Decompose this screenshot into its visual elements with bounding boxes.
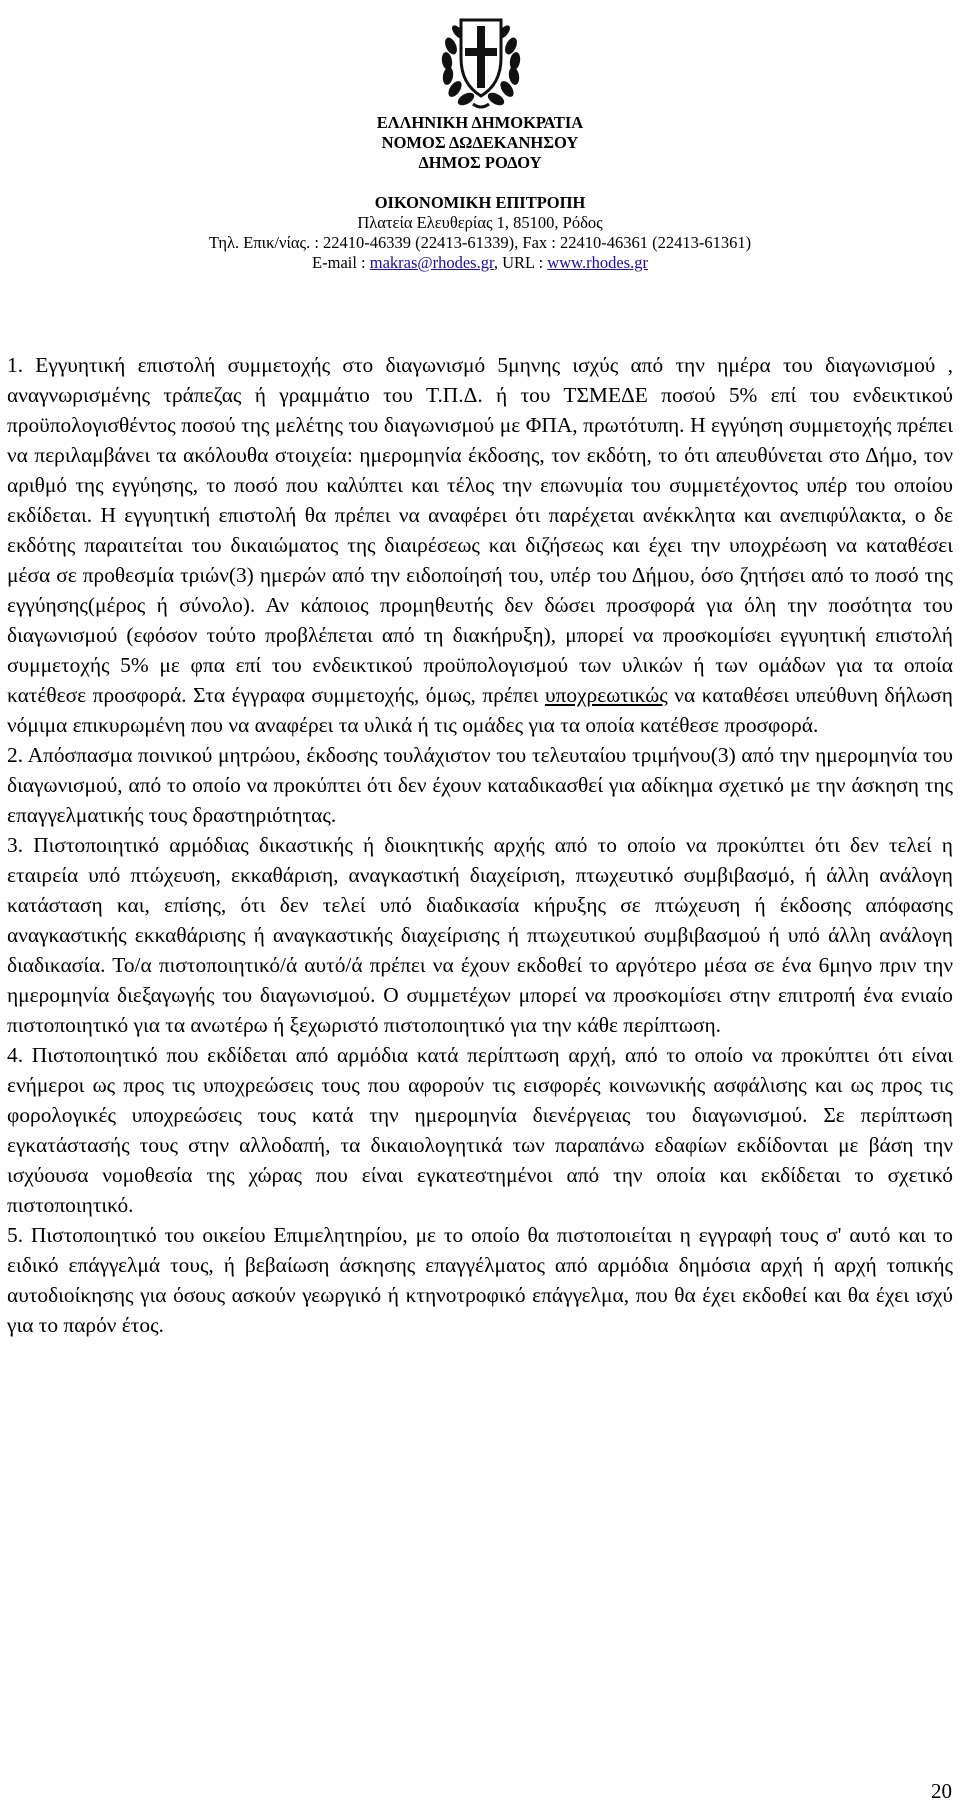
- page-number: 20: [931, 1779, 952, 1803]
- header-committee: ΟΙΚΟΝΟΜΙΚΗ ΕΠΙΤΡΟΠΗ: [374, 193, 586, 212]
- paragraph-1: [7, 350, 953, 740]
- header-country: ΕΛΛΗΝΙΚΗ ΔΗΜΟΚΡΑΤΙΑ: [376, 113, 584, 132]
- email-label: E-mail :: [312, 253, 370, 272]
- header-prefecture: ΝΟΜΟΣ ΔΩΔΕΚΑΝΗΣΟΥ: [381, 133, 579, 152]
- paragraph-4: 4. Πιστοποιητικό που εκδίδεται από αρμόδια κατά περίπτωση αρχή, από το οποίο να προκύπτει ότι είναι ενήμεροι ως προς τις υποχρεώσεις τους που αφορούν τις εισφορές κοινωνικής ασφάλισης και ως προς τις φορολογικές υποχρεώσεις τους κατά την ημερομηνία διενέργειας του διαγωνισμού. Σε περίπτωση εγκατάστασής τους στην αλλοδαπή, τα δικαιολογητικά των παραπάνω εδαφίων εκδίδονται με βάση την ισχύουσα νομοθεσία της χώρας που είναι εγκατεστημένοι από την οποία και εκδίδεται το σχετικό πιστοποιητικό.: [7, 1043, 953, 1217]
- header-phones: Τηλ. Επικ/νίας. : 22410-46339 (22413-61339), Fax : 22410-46361 (22413-61361): [208, 233, 752, 252]
- paragraph-2: 2. Απόσπασμα ποινικού μητρώου, έκδοσης τουλάχιστον του τελευταίου τριμήνου(3) από την ημερομηνία του διαγωνισμού, από το οποίο να προκύπτει ότι δεν έχουν καταδικασθεί για αδίκημα σχετικό με την άσκηση της επαγγελματικής τους δραστηριότητας.: [7, 743, 953, 827]
- document-body: [7, 350, 953, 1340]
- paragraph-1-text-a: 1. Εγγυητική επιστολή συμμετοχής στο διαγωνισμό 5μηνης ισχύς από την ημέρα του διαγωνισμού , αναγνωρισμένης τράπεζας ή γραμμάτιο του Τ.Π.Δ. ή του ΤΣΜΕΔΕ ποσού 5% επί του ενδεικτικού προϋπολογισθέντος ποσού της μελέτης του διαγωνισμού με ΦΠΑ, πρωτότυπη. Η εγγύηση συμμετοχής πρέπει να περιλαμβάνει τα ακόλουθα στοιχεία: ημερομηνία έκδοσης, τον εκδότη, το ότι απευθύνεται στο Δήμο, τον αριθμό της εγγύησης, το ποσό που καλύπτει και τέλος την επωνυμία του συμμετέχοντος υπέρ του οποίου εκδίδεται. Η εγγυητική επιστολή θα πρέπει να αναφέρει ότι παρέχεται ανέκκλητα και ανεπιφύλακτα, ο δε εκδότης παραιτείται του δικαιώματος της διαιρέσεως και διζήσεως και έχει την υποχρέωση να καταθέσει μέσα σε προθεσμία τριών(3) ημερών από την ειδοποίησή του, υπέρ του Δήμου, όσο ζητήσει από το ποσό της εγγύησης(μέρος ή σύνολο). Αν κάποιος προμηθευτής δεν δώσει προσφορά για όλη την ποσότητα του διαγωνισμού (εφόσον τούτο προβλέπεται από τη διακήρυξη), μπορεί να προσκομίσει εγγυητική επιστολή συμμετοχής 5% με φπα επί του ενδεικτικού προϋπολογισμού των υλικών ή των ομάδων για τα οποία κατέθεσε προσφορά. Στα έγγραφα συμμετοχής, όμως, πρέπει: [7, 353, 953, 707]
- paragraph-1-text-b: να καταθέσει υπεύθυνη δήλωση νόμιμα επικυρωμένη που να αναφέρει τα υλικά ή τις ομάδες για τα οποία κατέθεσε προσφορά.: [7, 683, 953, 737]
- url-link[interactable]: www.rhodes.gr: [547, 253, 648, 272]
- paragraph-3: 3. Πιστοποιητικό αρμόδιας δικαστικής ή διοικητικής αρχής από το οποίο να προκύπτει ότι δεν τελεί η εταιρεία υπό πτώχευση, εκκαθάριση, αναγκαστική διαχείριση, πτωχευτικό συμβιβασμό, ή άλλη ανάλογη κατάσταση και, επίσης, ότι δεν τελεί υπό διαδικασία κήρυξης σε πτώχευση ή έκδοσης απόφασης αναγκαστικής εκκαθάρισης ή αναγκαστικής διαχείρισης ή πτωχευτικού συμβιβασμού ή υπό άλλη ανάλογη διαδικασία. Το/α πιστοποιητικό/ά αυτό/ά πρέπει να έχουν εκδοθεί το αργότερο μέσα σε ένα 6μηνο πριν την ημερομηνία διεξαγωγής του διαγωνισμού. Ο συμμετέχων μπορεί να προσκομίσει στην επιτροπή ένα ενιαίο πιστοποιητικό για τα ανωτέρω ή ξεχωριστό πιστοποιητικό για την κάθε περίπτωση.: [7, 833, 953, 1037]
- email-link[interactable]: makras@rhodes.gr: [369, 253, 494, 272]
- greek-state-emblem-icon: [433, 6, 529, 112]
- header-municipality: ΔΗΜΟΣ ΡΟΔΟΥ: [418, 153, 542, 172]
- header-address: Πλατεία Ελευθερίας 1, 85100, Ρόδος: [357, 213, 603, 232]
- paragraph-5: 5. Πιστοποιητικό του οικείου Επιμελητηρίου, με το οποίο θα πιστοποιείται η εγγραφή τους σ' αυτό και το ειδικό επάγγελμά τους, ή βεβαίωση άσκησης επαγγέλματος από αρμόδια δημόσια αρχή ή αρχή τοπικής αυτοδιοίκησης για όσους ασκούν γεωργικό ή κτηνοτροφικό επάγγελμα, που θα έχει εκδοθεί και θα έχει ισχύ για το παρόν έτος.: [7, 1223, 953, 1337]
- url-label: , URL :: [493, 253, 548, 272]
- paragraph-1-underlined: υποχρεωτικώς: [544, 683, 668, 707]
- header-contacts: [0, 253, 960, 273]
